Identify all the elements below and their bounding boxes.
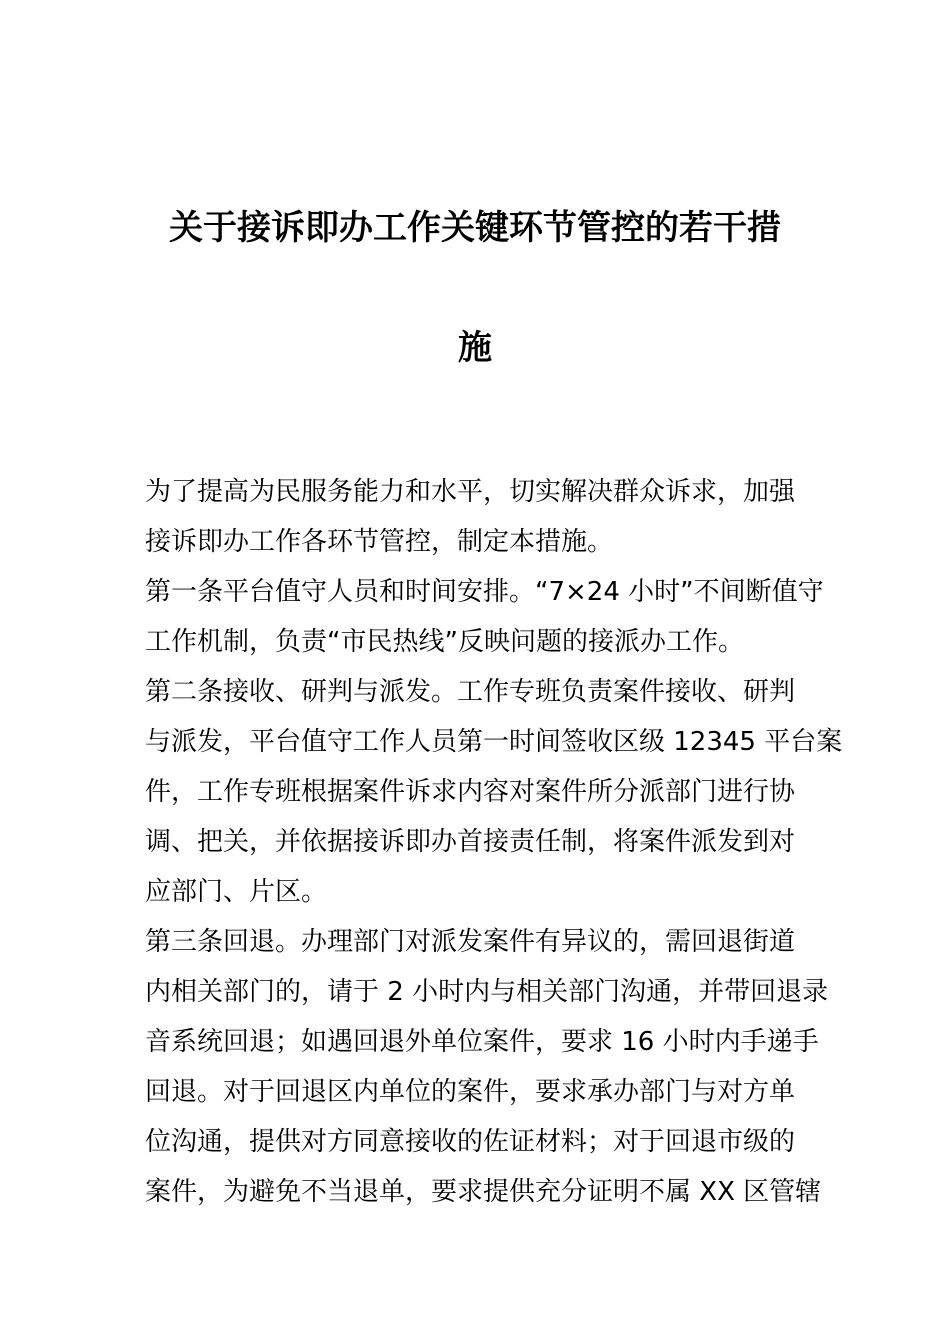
text-line: 音系统回退；如遇回退外单位案件，要求 16 小时内手递手 (145, 1027, 819, 1057)
text-line: 调、把关，并依据接诉即办首接责任制，将案件派发到对 (145, 827, 796, 857)
text-line: 内相关部门的，请于 2 小时内与相关部门沟通，并带回退录 (145, 977, 829, 1007)
text-line: 为了提高为民服务能力和水平，切实解决群众诉求，加强 (145, 477, 796, 507)
text-line: 第三条回退。办理部门对派发案件有异议的，需回退街道 (145, 927, 796, 957)
text-line: 工作机制，负责“市民热线”反映问题的接派办工作。 (145, 627, 744, 657)
paragraph-intro (145, 467, 810, 567)
text-line: 第二条接收、研判与派发。工作专班负责案件接收、研判 (145, 677, 796, 707)
paragraph-article-3 (145, 917, 829, 1217)
text-line: 案件，为避免不当退单，要求提供充分证明不属 XX 区管辖 (145, 1177, 822, 1207)
text-line: 与派发，平台值守工作人员第一时间签收区级 12345 平台案 (145, 727, 843, 757)
document-title-line-2: 施 (458, 328, 492, 368)
text-line: 位沟通，提供对方同意接收的佐证材料；对于回退市级的 (145, 1127, 796, 1157)
paragraph-article-1 (145, 567, 824, 667)
paragraph-article-2 (145, 667, 843, 917)
text-line: 第一条平台值守人员和时间安排。“7×24 小时”不间断值守 (145, 577, 824, 607)
text-line: 接诉即办工作各环节管控，制定本措施。 (145, 527, 614, 557)
text-line: 回退。对于回退区内单位的案件，要求承办部门与对方单 (145, 1077, 796, 1107)
text-line: 应部门、片区。 (145, 877, 328, 907)
text-line: 件，工作专班根据案件诉求内容对案件所分派部门进行协 (145, 777, 796, 807)
document-body (145, 467, 843, 1217)
document-title-line-1: 关于接诉即办工作关键环节管控的若干措 (169, 208, 781, 248)
